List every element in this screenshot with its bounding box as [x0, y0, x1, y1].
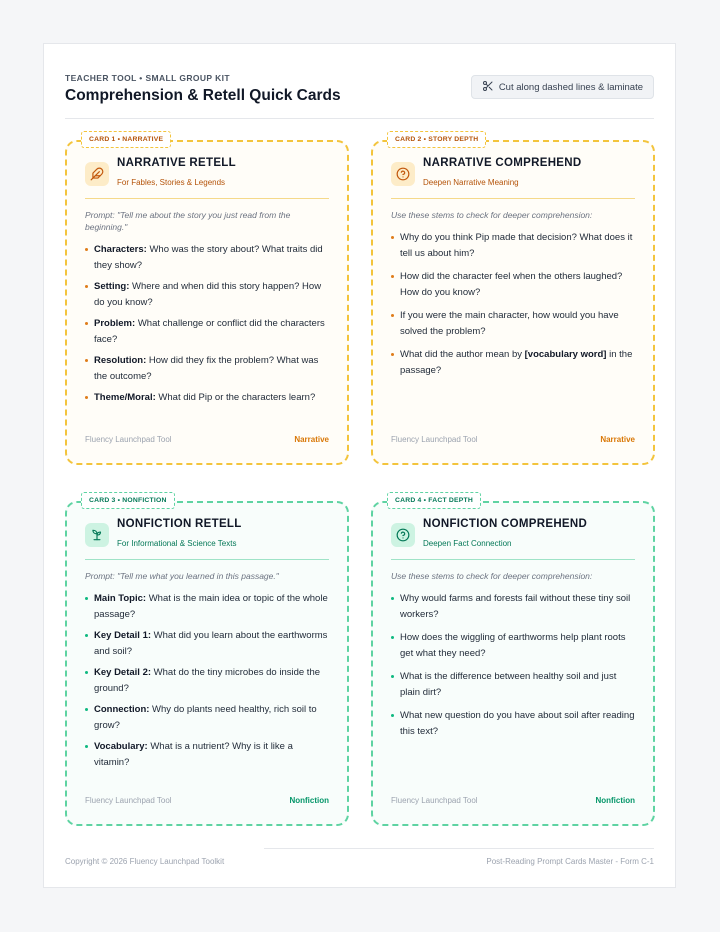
card-tab: CARD 3 • NONFICTION [81, 492, 175, 509]
sprout-icon [85, 523, 109, 547]
list-item: Problem: What challenge or conflict did the characters face? [85, 316, 329, 347]
header-divider [65, 118, 654, 119]
question-circle-icon [391, 162, 415, 186]
card-prompt: Prompt: "Tell me about the story you just read from the beginning." [85, 210, 291, 232]
card-footer-source: Fluency Launchpad Tool [391, 435, 478, 444]
card-nonfiction-retell [65, 497, 349, 826]
card-item-list [85, 242, 329, 412]
feather-icon [85, 162, 109, 186]
card-footer-category: Nonfiction [289, 796, 329, 805]
card-divider [391, 559, 635, 560]
list-item: How does the wiggling of earthworms help plant roots get what they need? [391, 630, 635, 661]
question-circle-icon [391, 523, 415, 547]
card-title: NONFICTION RETELL [117, 518, 242, 530]
card-footer-category: Narrative [600, 435, 635, 444]
list-item: Characters: Who was the story about? What traits did they show? [85, 242, 329, 273]
list-item: Connection: Why do plants need healthy, rich soil to grow? [85, 702, 329, 733]
card-narrative-comprehend [371, 136, 655, 465]
footer-divider [264, 848, 654, 849]
list-item: Theme/Moral: What did Pip or the characters learn? [85, 390, 329, 406]
list-item: Why would farms and forests fail without these tiny soil workers? [391, 591, 635, 622]
list-item: Key Detail 1: What did you learn about the earthworms and soil? [85, 628, 329, 659]
card-subtitle: For Informational & Science Texts [117, 539, 237, 548]
card-footer-source: Fluency Launchpad Tool [85, 796, 172, 805]
card-footer-source: Fluency Launchpad Tool [85, 435, 172, 444]
kit-label: TEACHER TOOL • SMALL GROUP KIT [65, 73, 230, 83]
list-item: Key Detail 2: What do the tiny microbes do inside the ground? [85, 665, 329, 696]
list-item: If you were the main character, how would you have solved the problem? [391, 308, 635, 339]
scissors-icon [482, 80, 494, 95]
card-item-list [85, 591, 329, 776]
list-item: Main Topic: What is the main idea or topic of the whole passage? [85, 591, 329, 622]
card-subtitle: For Fables, Stories & Legends [117, 178, 226, 187]
card-tab: CARD 4 • FACT DEPTH [387, 492, 481, 509]
card-prompt: Use these stems to check for deeper comprehension: [391, 210, 593, 220]
card-subtitle: Deepen Narrative Meaning [423, 178, 519, 187]
card-divider [85, 559, 329, 560]
card-prompt: Use these stems to check for deeper comprehension: [391, 571, 593, 581]
card-title: NONFICTION COMPREHEND [423, 518, 588, 530]
card-item-list [391, 591, 635, 747]
card-footer-category: Narrative [294, 435, 329, 444]
list-item: Resolution: How did they fix the problem? What was the outcome? [85, 353, 329, 384]
cut-instructions-text: Cut along dashed lines & laminate [498, 81, 643, 93]
card-item-list [391, 230, 635, 386]
list-item: What is the difference between healthy soil and just plain dirt? [391, 669, 635, 700]
card-divider [391, 198, 635, 199]
card-prompt: Prompt: "Tell me what you learned in this passage." [85, 571, 279, 581]
form-id-text: Post-Reading Prompt Cards Master - Form C-1 [486, 857, 654, 866]
copyright-text: Copyright © 2026 Fluency Launchpad Toolkit [65, 857, 225, 866]
card-narrative-retell [65, 136, 349, 465]
list-item: What new question do you have about soil after reading this text? [391, 708, 635, 739]
list-item: Setting: Where and when did this story happen? How do you know? [85, 279, 329, 310]
card-subtitle: Deepen Fact Connection [423, 539, 512, 548]
card-footer-category: Nonfiction [595, 796, 635, 805]
card-title: NARRATIVE COMPREHEND [423, 157, 582, 169]
list-item: Vocabulary: What is a nutrient? Why is it like a vitamin? [85, 739, 329, 770]
card-tab: CARD 1 • NARRATIVE [81, 131, 171, 148]
card-nonfiction-comprehend [371, 497, 655, 826]
list-item: Why do you think Pip made that decision? What does it tell us about him? [391, 230, 635, 261]
card-footer-source: Fluency Launchpad Tool [391, 796, 478, 805]
card-tab: CARD 2 • STORY DEPTH [387, 131, 486, 148]
cut-instructions-badge [471, 75, 654, 99]
card-divider [85, 198, 329, 199]
list-item: How did the character feel when the others laughed? How do you know? [391, 269, 635, 300]
page-title: Comprehension & Retell Quick Cards [65, 87, 341, 104]
list-item: What did the author mean by [vocabulary word] in the passage? [391, 347, 635, 378]
card-title: NARRATIVE RETELL [117, 157, 236, 169]
worksheet-page [43, 43, 676, 888]
